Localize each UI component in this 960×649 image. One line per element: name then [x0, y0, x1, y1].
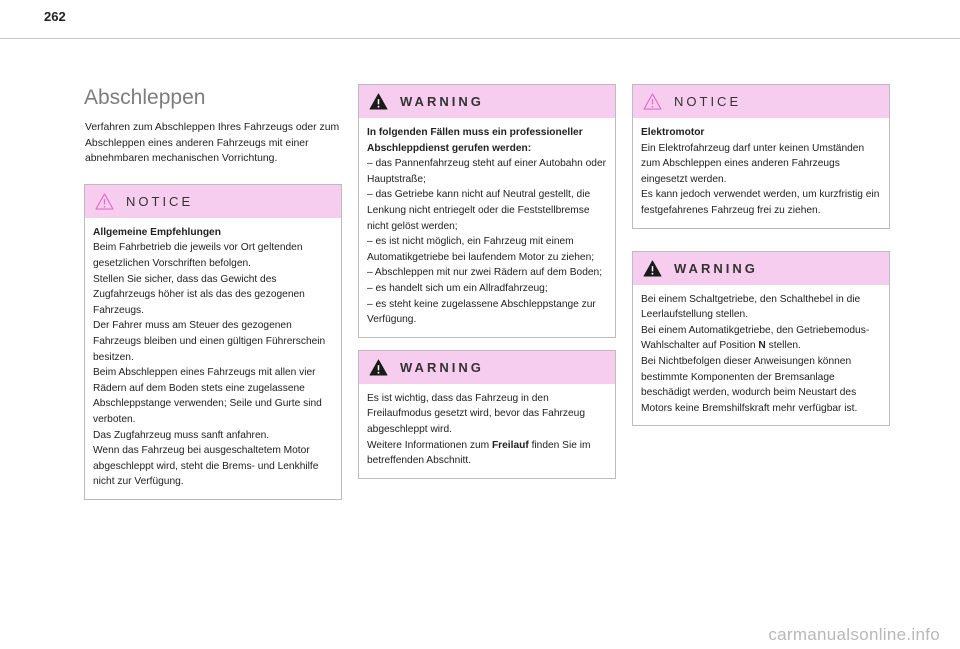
text-run: Bei einem Automatikgetriebe, den Getriebemodus-Wahlschalter auf Position — [641, 324, 870, 352]
column-3 — [632, 84, 890, 438]
notice-heading: Elektromotor — [641, 127, 705, 138]
notice-label: NOTICE — [126, 193, 194, 209]
notice-line: Beim Fahrbetrieb die jeweils vor Ort geltenden gesetzlichen Vorschriften befolgen. — [93, 242, 303, 269]
notice-line: Der Fahrer muss am Steuer des gezogenen Fahrzeugs bleiben und einen gültigen Führerschein besitzen. — [93, 320, 326, 363]
warning-line: Bei Nichtbefolgen dieser Anweisungen können bestimmte Komponenten der Bremsanlage beschädigt werden, wodurch beim Neustart des Motors keine Bremshilfskraft mehr verfügbar ist. — [641, 355, 858, 414]
notice-label: NOTICE — [674, 94, 742, 109]
warning-filled-icon — [643, 260, 662, 277]
warning-header — [359, 85, 615, 118]
warning-filled-icon — [369, 359, 388, 376]
notice-body — [633, 118, 889, 228]
warning-line: – das Getriebe kann nicht auf Neutral gestellt, die Lenkung nicht entriegelt oder die Feststellbremse nicht gelöst werden; — [367, 189, 591, 232]
text-run: finden Sie im betreffenden Abschnitt. — [367, 439, 591, 467]
warning-body — [633, 285, 889, 426]
notice-line: Wenn das Fahrzeug bei ausgeschaltetem Motor abgeschleppt wird, steht die Brems- und Lenkhilfe nicht zur Verfügung. — [93, 445, 319, 488]
warning-box-gearbox — [632, 251, 890, 427]
notice-line: Stellen Sie sicher, dass das Gewicht des Zugfahrzeugs höher ist als das des gezogenen Fahrzeugs. — [93, 273, 305, 316]
emphasis-freilauf: Freilauf — [491, 439, 529, 451]
warning-line: – Abschleppen mit nur zwei Rädern auf dem Boden; — [367, 267, 603, 279]
notice-line: Es kann jedoch verwendet werden, um kurzfristig ein festgefahrenes Fahrzeug frei zu ziehen. — [641, 189, 880, 216]
top-divider — [0, 38, 960, 39]
warning-body — [359, 384, 615, 478]
notice-header — [85, 185, 341, 218]
notice-heading: Allgemeine Empfehlungen — [93, 226, 221, 238]
notice-line: Ein Elektrofahrzeug darf unter keinen Umständen zum Abschleppen eines anderen Fahrzeugs eingesetzt werden. — [641, 142, 865, 185]
warning-line: – es steht keine zugelassene Abschleppstange zur Verfügung. — [367, 298, 596, 326]
warning-label: WARNING — [400, 359, 484, 375]
column-2 — [358, 84, 616, 491]
notice-box-general — [84, 184, 342, 500]
warning-line — [367, 438, 607, 469]
warning-line: Es ist wichtig, dass das Fahrzeug in den Freilaufmodus gesetzt wird, bevor das Fahrzeug abgeschleppt wird. — [367, 392, 586, 435]
intro-text: Verfahren zum Abschleppen Ihres Fahrzeugs oder zum Abschleppen eines anderen Fahrzeugs mit einer abnehmbaren mechanischen Vorrichtung. — [85, 122, 340, 165]
warning-outline-icon — [95, 193, 114, 210]
column-1 — [84, 84, 342, 512]
text-run: Weitere Informationen zum — [367, 439, 492, 451]
warning-line: Bei einem Schaltgetriebe, den Schalthebel in die Leerlaufstellung stellen. — [641, 293, 861, 321]
warning-filled-icon — [369, 93, 388, 110]
section-title: Abschleppen — [84, 86, 206, 109]
watermark: carmanualsonline.info — [768, 625, 940, 644]
warning-header — [633, 252, 889, 285]
notice-header — [633, 85, 889, 118]
emphasis-position-n: N — [758, 340, 766, 352]
warning-line: – das Pannenfahrzeug steht auf einer Autobahn oder Hauptstraße; — [367, 158, 607, 185]
warning-line: – es ist nicht möglich, ein Fahrzeug mit einem Automatikgetriebe bei laufendem Motor zu ziehen; — [367, 236, 595, 263]
warning-line: – es handelt sich um ein Allradfahrzeug; — [367, 282, 548, 294]
notice-line: Beim Abschleppen eines Fahrzeugs mit allen vier Rädern auf dem Boden stets eine zugelassene Abschleppstange verwenden; Seile und Gurte sind verboten. — [93, 367, 322, 425]
warning-box-professional-service — [358, 84, 616, 338]
warning-outline-icon — [643, 93, 662, 110]
notice-box-electric-motor — [632, 84, 890, 229]
warning-body — [359, 118, 615, 337]
warning-header — [359, 351, 615, 384]
warning-heading: In folgenden Fällen muss ein professioneller Abschleppdienst gerufen werden: — [367, 127, 583, 154]
page-number: 262 — [44, 9, 66, 24]
warning-line — [641, 323, 881, 354]
text-run: stellen. — [765, 340, 801, 352]
warning-label: WARNING — [674, 260, 758, 276]
notice-line: Das Zugfahrzeug muss sanft anfahren. — [93, 429, 270, 441]
notice-body — [85, 218, 341, 499]
warning-box-freewheel — [358, 350, 616, 479]
warning-label: WARNING — [400, 94, 484, 109]
